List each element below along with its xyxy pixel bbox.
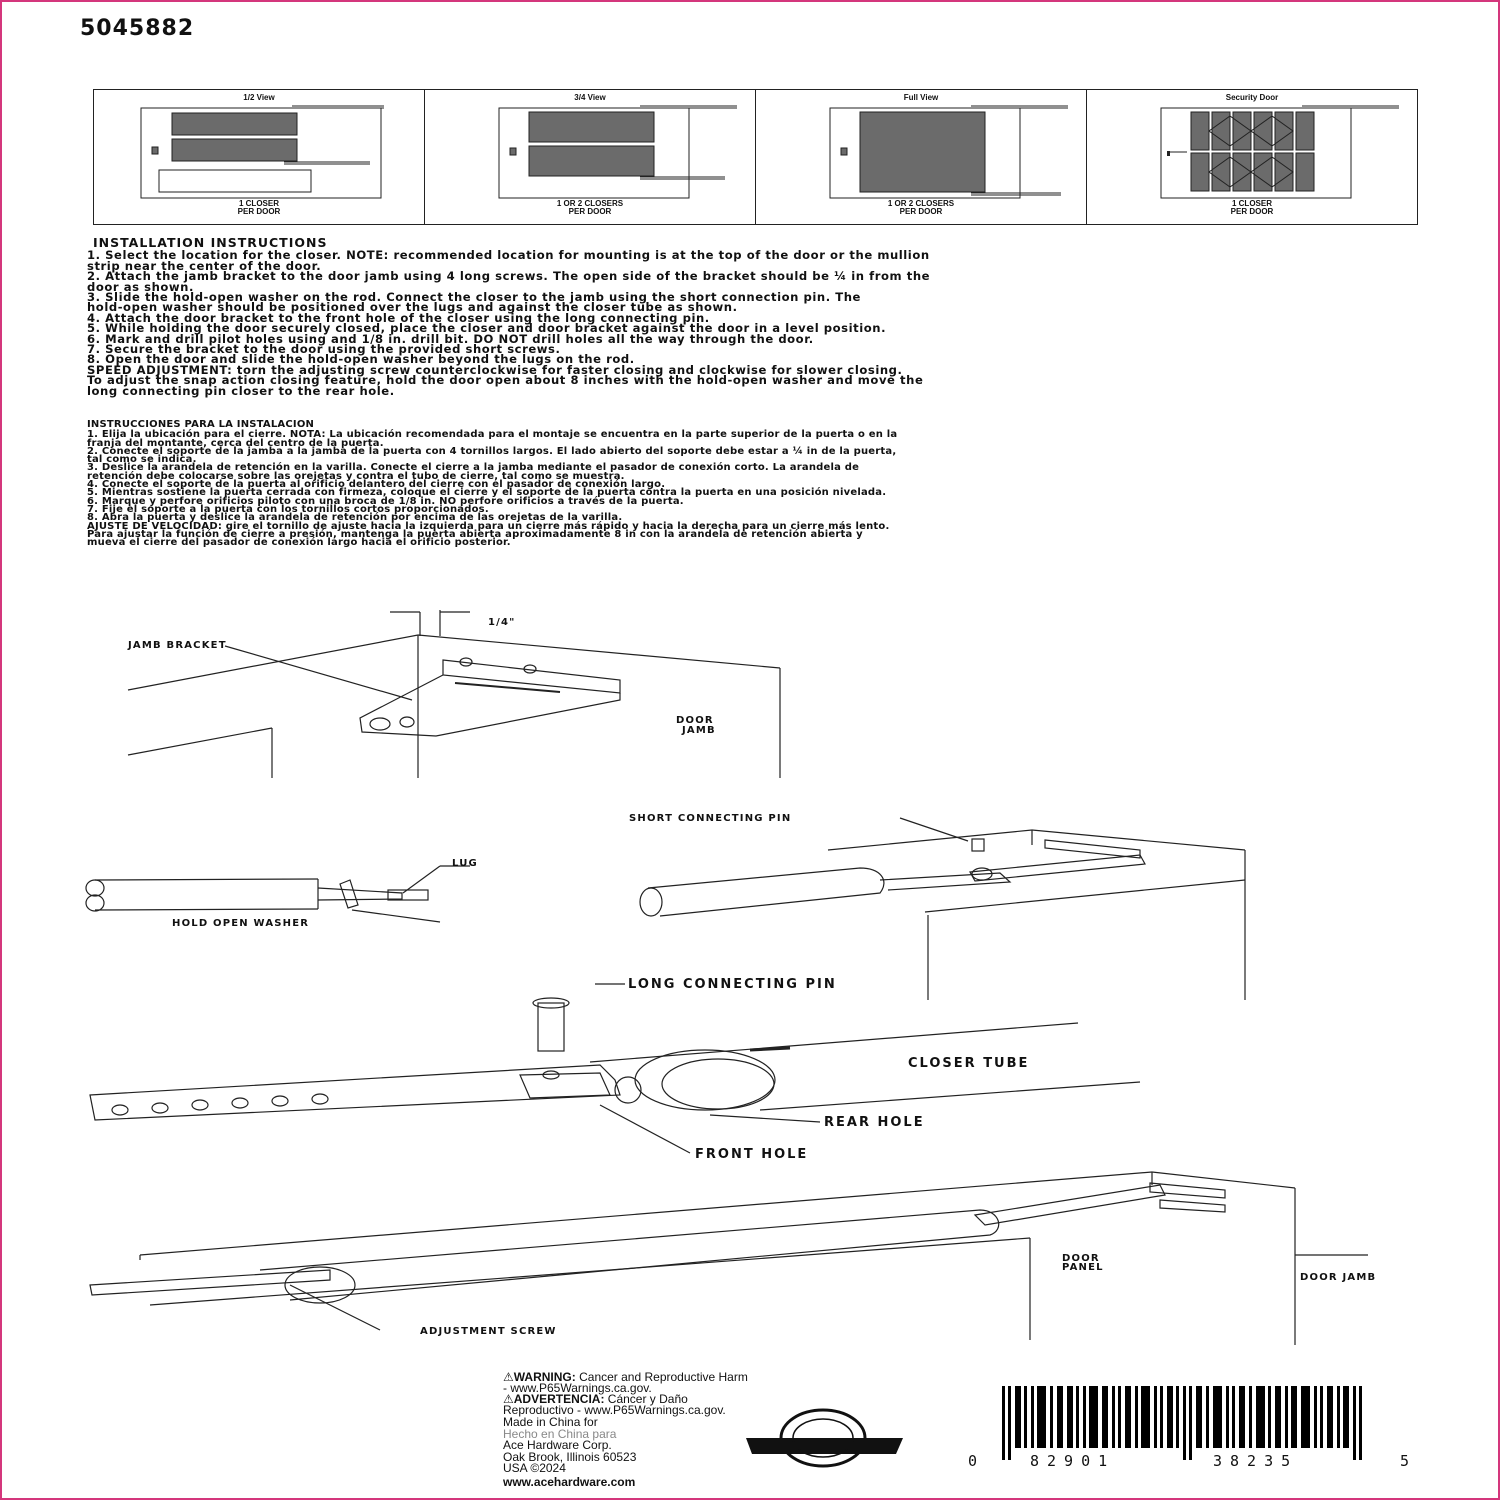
warning-triangle-icon: ⚠ bbox=[503, 1392, 514, 1406]
barcode-last-digit: 5 bbox=[1400, 1452, 1418, 1470]
advertencia-url: Reproductivo - www.P65Warnings.ca.gov. bbox=[503, 1403, 726, 1417]
closer-tube-label: CLOSER TUBE bbox=[908, 1056, 1030, 1071]
instruction-line-es: retención debe colocarse sobre las orejetas y contra el tubo de cierre, tal como se muestra. bbox=[87, 470, 625, 482]
barcode-bars bbox=[1002, 1386, 1362, 1460]
instruction-line: strip near the center of the door. bbox=[87, 258, 322, 273]
instruction-line-es: 6. Marque y perfore orificios piloto con una broca de 1/8 in. NO perfore orificios a través de la puerta. bbox=[87, 495, 684, 507]
view-caption: 1 OR 2 CLOSERS PER DOOR bbox=[556, 199, 624, 216]
instruction-line-es: 2. Conecte el soporte de la jamba a la jamba de la puerta con 4 tornillos largos. El lado abierto del soporte debe estar a ¼ in de la puerta, bbox=[87, 445, 897, 457]
advertencia-text: Cáncer y Daño bbox=[604, 1392, 688, 1406]
short-pin-diagram bbox=[640, 818, 1245, 1000]
instruction-line-es: tal como se indica. bbox=[87, 454, 197, 466]
instructions-heading: INSTALLATION INSTRUCTIONS bbox=[93, 235, 328, 250]
instruction-line-es: mueva el cierre del pasador de conexión largo hacia el orificio posterior. bbox=[87, 537, 511, 549]
barcode-right-digits: 38235 bbox=[1213, 1452, 1299, 1470]
rod-lug-diagram bbox=[86, 866, 470, 922]
view-caption: 1 OR 2 CLOSERS PER DOOR bbox=[887, 199, 955, 216]
instruction-line: 1. Select the location for the closer. NOTE: recommended location for mounting is at the top of the door or the mullion bbox=[87, 248, 930, 263]
lug-label: LUG bbox=[452, 858, 478, 869]
view-title: 1/2 View bbox=[243, 93, 275, 102]
made-in-line: Made in China for bbox=[503, 1415, 598, 1429]
door-jamb-label-line1: DOOR bbox=[676, 715, 714, 726]
rear-hole-label: REAR HOLE bbox=[824, 1115, 925, 1130]
door-jamb-label: DOOR JAMB bbox=[1300, 1272, 1377, 1283]
instruction-line: 7. Secure the bracket to the door using the provided short screws. bbox=[87, 342, 561, 357]
instruction-line-es: 3. Deslice la arandela de retención en la varilla. Conecte el cierre a la jamba mediante el pasador de conexión corto. La arandela de bbox=[87, 462, 860, 474]
jamb-bracket-label: JAMB BRACKET bbox=[128, 640, 227, 651]
quarter-inch-label: 1/4" bbox=[488, 617, 516, 628]
copyright-line: USA ©2024 bbox=[503, 1461, 566, 1475]
website-link[interactable]: www.acehardware.com bbox=[503, 1474, 636, 1489]
instruction-line: 8. Open the door and slide the hold-open washer beyond the lugs on the rod. bbox=[87, 352, 635, 367]
warning-url: - www.P65Warnings.ca.gov. bbox=[503, 1381, 652, 1395]
company-name: Ace Hardware Corp. bbox=[503, 1438, 612, 1452]
door-panel-label-line1: DOOR bbox=[1062, 1253, 1100, 1264]
hold-open-washer-label: HOLD OPEN WASHER bbox=[172, 918, 310, 929]
warning-label: WARNING: bbox=[513, 1370, 576, 1384]
ace-satisfaction-logo bbox=[738, 1408, 918, 1470]
view-title: Security Door bbox=[1225, 93, 1279, 102]
instruction-line-es: Para ajustar la función de cierre a presión, mantenga la puerta abierta aproximadamente 8 in con la arandela de retención abierta y bbox=[87, 528, 863, 540]
instruction-line: 5. While holding the door securely closed, place the closer and door bracket against the door in a level position. bbox=[87, 321, 887, 336]
barcode-left-digits: 82901 bbox=[1030, 1452, 1116, 1470]
company-address: Oak Brook, Illinois 60523 bbox=[503, 1449, 637, 1464]
barcode-first-digit: 0 bbox=[968, 1452, 986, 1470]
front-hole-label: FRONT HOLE bbox=[695, 1147, 809, 1162]
sku-number: 5045882 bbox=[80, 16, 195, 41]
instruction-line: SPEED ADJUSTMENT: torn the adjusting screw counterclockwise for faster closing and clockwise for slower closing. bbox=[87, 362, 903, 377]
instruction-line: door as shown. bbox=[87, 279, 194, 294]
warning-triangle-icon: ⚠ bbox=[503, 1370, 514, 1384]
instruction-line: hold-open washer should be positioned over the lugs and against the closer tube as shown. bbox=[87, 300, 738, 315]
prop65-warning bbox=[503, 1372, 748, 1416]
jamb-bracket-diagram bbox=[128, 610, 780, 778]
view-caption: 1 CLOSER PER DOOR bbox=[237, 199, 281, 216]
instrucciones-heading: INSTRUCCIONES PARA LA INSTALACION bbox=[87, 419, 315, 430]
warning-text: Cancer and Reproductive Harm bbox=[575, 1370, 748, 1384]
instruction-line-es: 8. Abra la puerta y deslice la arandela de retención por encima de las orejetas de la varilla. bbox=[87, 512, 623, 524]
instruction-line: 2. Attach the jamb bracket to the door jamb using 4 long screws. The open side of the bracket should be ¼ in from the bbox=[87, 269, 931, 284]
instruction-line: 6. Mark and drill pilot holes using and 1/8 in. drill bit. DO NOT drill holes all the way through the door. bbox=[87, 331, 814, 346]
view-caption: 1 CLOSER PER DOOR bbox=[1230, 199, 1274, 216]
adjustment-screw-label: ADJUSTMENT SCREW bbox=[420, 1326, 557, 1337]
instruction-line-es: franja del montante, cerca del centro de la puerta. bbox=[87, 437, 384, 449]
hecho-en-line: Hecho en China para bbox=[503, 1426, 617, 1441]
instruction-line: To adjust the snap action closing feature, hold the door open about 8 inches with the hold-open washer and move the bbox=[87, 373, 924, 388]
instruction-line: 4. Attach the door bracket to the front hole of the closer using the long connecting pin. bbox=[87, 310, 710, 325]
door-jamb-label-line2: JAMB bbox=[682, 725, 716, 736]
view-title: Full View bbox=[903, 93, 939, 102]
full-assembly-diagram bbox=[90, 1172, 1368, 1345]
instruction-line-es: 4. Conecte el soporte de la puerta al orificio delantero del cierre con el pasador de conexión largo. bbox=[87, 479, 666, 491]
view-title: 3/4 View bbox=[574, 93, 606, 102]
long-connecting-pin-label: LONG CONNECTING PIN bbox=[628, 977, 837, 992]
door-panel-label-line2: PANEL bbox=[1062, 1262, 1104, 1273]
instruction-line-es: 1. Elija la ubicación para el cierre. NOTA: La ubicación recomendada para el montaje se encuentra en la parte superior de la puerta o en la bbox=[87, 429, 898, 441]
instruction-line-es: 5. Mientras sostiene la puerta cerrada con firmeza, coloque el cierre y el soporte de la puerta contra la puerta en una posición nivelada. bbox=[87, 487, 887, 499]
instruction-line-es: 7. Fije el soporte a la puerta con los tornillos cortos proporcionados. bbox=[87, 503, 489, 515]
instruction-line: 3. Slide the hold-open washer on the rod. Connect the closer to the jamb using the short connection pin. The bbox=[87, 290, 861, 305]
advertencia-label: ADVERTENCIA: bbox=[513, 1392, 605, 1406]
manufacturer-info bbox=[503, 1417, 636, 1488]
instruction-line: long connecting pin closer to the rear hole. bbox=[87, 383, 395, 398]
instruction-line-es: AJUSTE DE VELOCIDAD: gire el tornillo de ajuste hacia la izquierda para un cierre más rápido y hacia la derecha para un cierre más lento. bbox=[87, 520, 890, 532]
short-connecting-pin-label: SHORT CONNECTING PIN bbox=[629, 813, 792, 824]
